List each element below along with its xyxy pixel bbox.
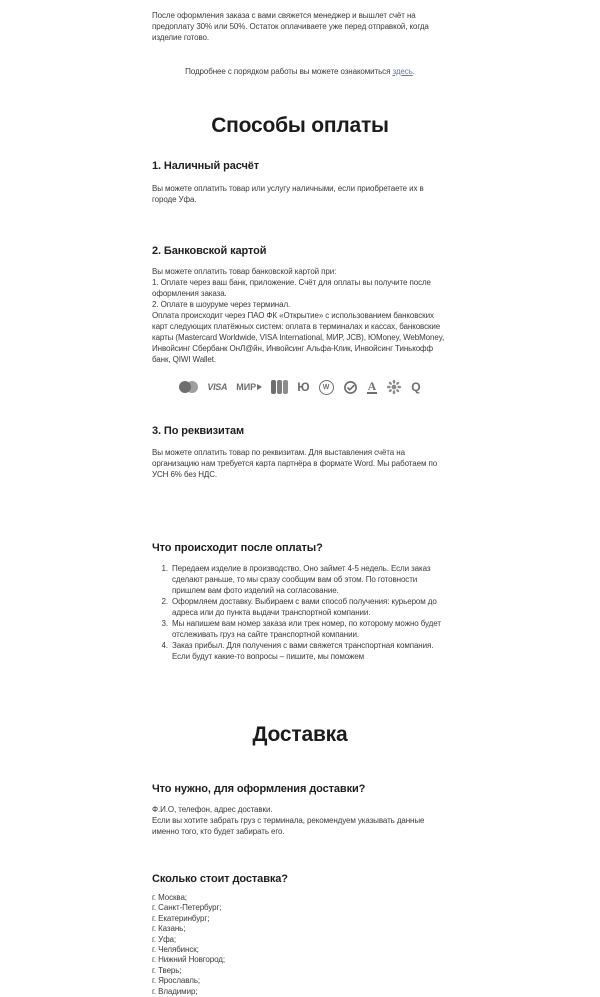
cash-payment-text: Вы можете оплатить товар или услугу наличными, если приобретаете их в городе Уфа. — [152, 184, 424, 204]
list-item-number: 1. — [161, 564, 168, 573]
list-item-text: Оформляем доставку. Выбираем с вами способ получения: курьером до адреса или до пункта выдачи транспортной компании. — [172, 597, 437, 617]
city-item: г. Казань; — [152, 924, 186, 934]
card-text-line: 2. Оплате в шоуруме через терминал. — [152, 300, 291, 309]
city-item: г. Нижний Новгород; — [152, 955, 225, 965]
city-item: г. Москва; — [152, 893, 187, 902]
intro-more-line — [152, 66, 448, 77]
city-item: г. Владимир; — [152, 986, 198, 996]
delivery-requirements-heading: Что нужно, для оформления доставки? — [152, 783, 366, 795]
after-payment-heading: Что происходит после оплаты? — [152, 542, 323, 554]
delivery-cost-heading: Сколько стоит доставка? — [152, 873, 288, 885]
list-item-text: Мы напишем вам номер заказа или трек номер, по которому можно будет отслеживать груз на сайте транспортной компании. — [172, 619, 441, 639]
city-item: г. Санкт-Петербург; — [152, 903, 222, 913]
list-item — [159, 563, 448, 596]
mastercard-icon — [179, 381, 198, 393]
cash-payment-heading: 1. Наличный расчёт — [152, 160, 260, 172]
webmoney-icon: W — [319, 380, 334, 395]
city-item: г. Уфа; — [152, 934, 177, 944]
delivery-requirements-line: Ф.И.О, телефон, адрес доставки. — [152, 805, 273, 814]
content-column — [152, 10, 448, 997]
list-item — [159, 618, 448, 640]
requisites-payment-text: Вы можете оплатить товар по реквизитам. Для выставления счёта на организацию нам требуется карта партнёра в формате Word. Мы работаем по УСН 6% без НДС. — [152, 448, 438, 479]
delivery-requirements-text — [152, 804, 448, 837]
more-info-link[interactable]: здесь — [392, 67, 413, 76]
jcb-icon — [271, 380, 288, 394]
city-item: г. Челябинск; — [152, 945, 199, 955]
city-item: г. Екатеринбург; — [152, 913, 210, 923]
list-item-text: Заказ прибыл. Для получения с вами свяжется транспортная компания. Если будут какие-то вопросы – пишите, мы поможем — [172, 641, 434, 661]
mir-icon-label: МИР — [236, 382, 257, 392]
list-item-text: Передаем изделие в производство. Оно займет 4-5 недель. Если заказ сделают раньше, то мы сразу сообщим вам об этом. По готовности пришлем вам фото изделий на согласование. — [172, 564, 431, 595]
payment-systems-icon-row — [152, 378, 448, 396]
list-item-number: 2. — [161, 597, 168, 606]
delivery-cities-list — [152, 893, 448, 997]
tinkoff-crest-icon — [386, 379, 402, 395]
sberbank-icon — [343, 380, 358, 395]
requisites-payment-heading: 3. По реквизитам — [152, 425, 245, 437]
card-text-line: 1. Оплате через ваш банк, приложение. Счёт для оплаты вы получите после оформления заказа. — [152, 278, 431, 298]
city-item: г. Ярославль; — [152, 976, 201, 986]
yoomoney-icon: Ю — [297, 380, 310, 394]
delivery-requirements-line: Если вы хотите забрать груз с терминала, рекомендуем указывать данные именно того, кто будет забирать его. — [152, 816, 425, 836]
card-payment-heading: 2. Банковской картой — [152, 245, 267, 257]
list-item-number: 3. — [161, 619, 168, 628]
payment-methods-title: Способы оплаты — [211, 114, 389, 137]
city-item: г. Тверь; — [152, 965, 182, 975]
card-text-line: Оплата происходит через ПАО ФК «Открытие» с использованием банковских карт следующих платёжных систем: оплата в терминалах и кассах, банковские карты (Mastercard Worldwide, VISA International, МИР, JCB), ЮMoney, WebMoney, Инвойсинг Сбербанк ОнЛ@йн, Инвойсинг Альфа-Клик, Инвойсинг Тинькофф банк, QIWI Wallet. — [152, 311, 445, 364]
qiwi-icon: Q — [411, 380, 421, 394]
after-payment-list — [152, 563, 448, 662]
intro-more-prefix: Подробнее с порядком работы вы можете ознакомиться — [185, 67, 393, 76]
list-item-number: 4. — [161, 641, 168, 650]
intro-paragraph: После оформления заказа с вами свяжется менеджер и вышлет счёт на предоплату 30% или 50%. Остаток оплачиваете уже перед отправкой, когда изделие готово. — [152, 11, 429, 42]
visa-icon: VISA — [207, 382, 228, 392]
list-item — [159, 640, 448, 662]
card-text-line: Вы можете оплатить товар банковской картой при: — [152, 267, 337, 276]
mir-icon — [236, 382, 262, 392]
list-item — [159, 596, 448, 618]
card-payment-text — [152, 266, 448, 365]
intro-more-suffix: . — [412, 67, 415, 76]
delivery-title: Доставка — [252, 723, 348, 746]
alfabank-icon: A — [367, 378, 377, 393]
